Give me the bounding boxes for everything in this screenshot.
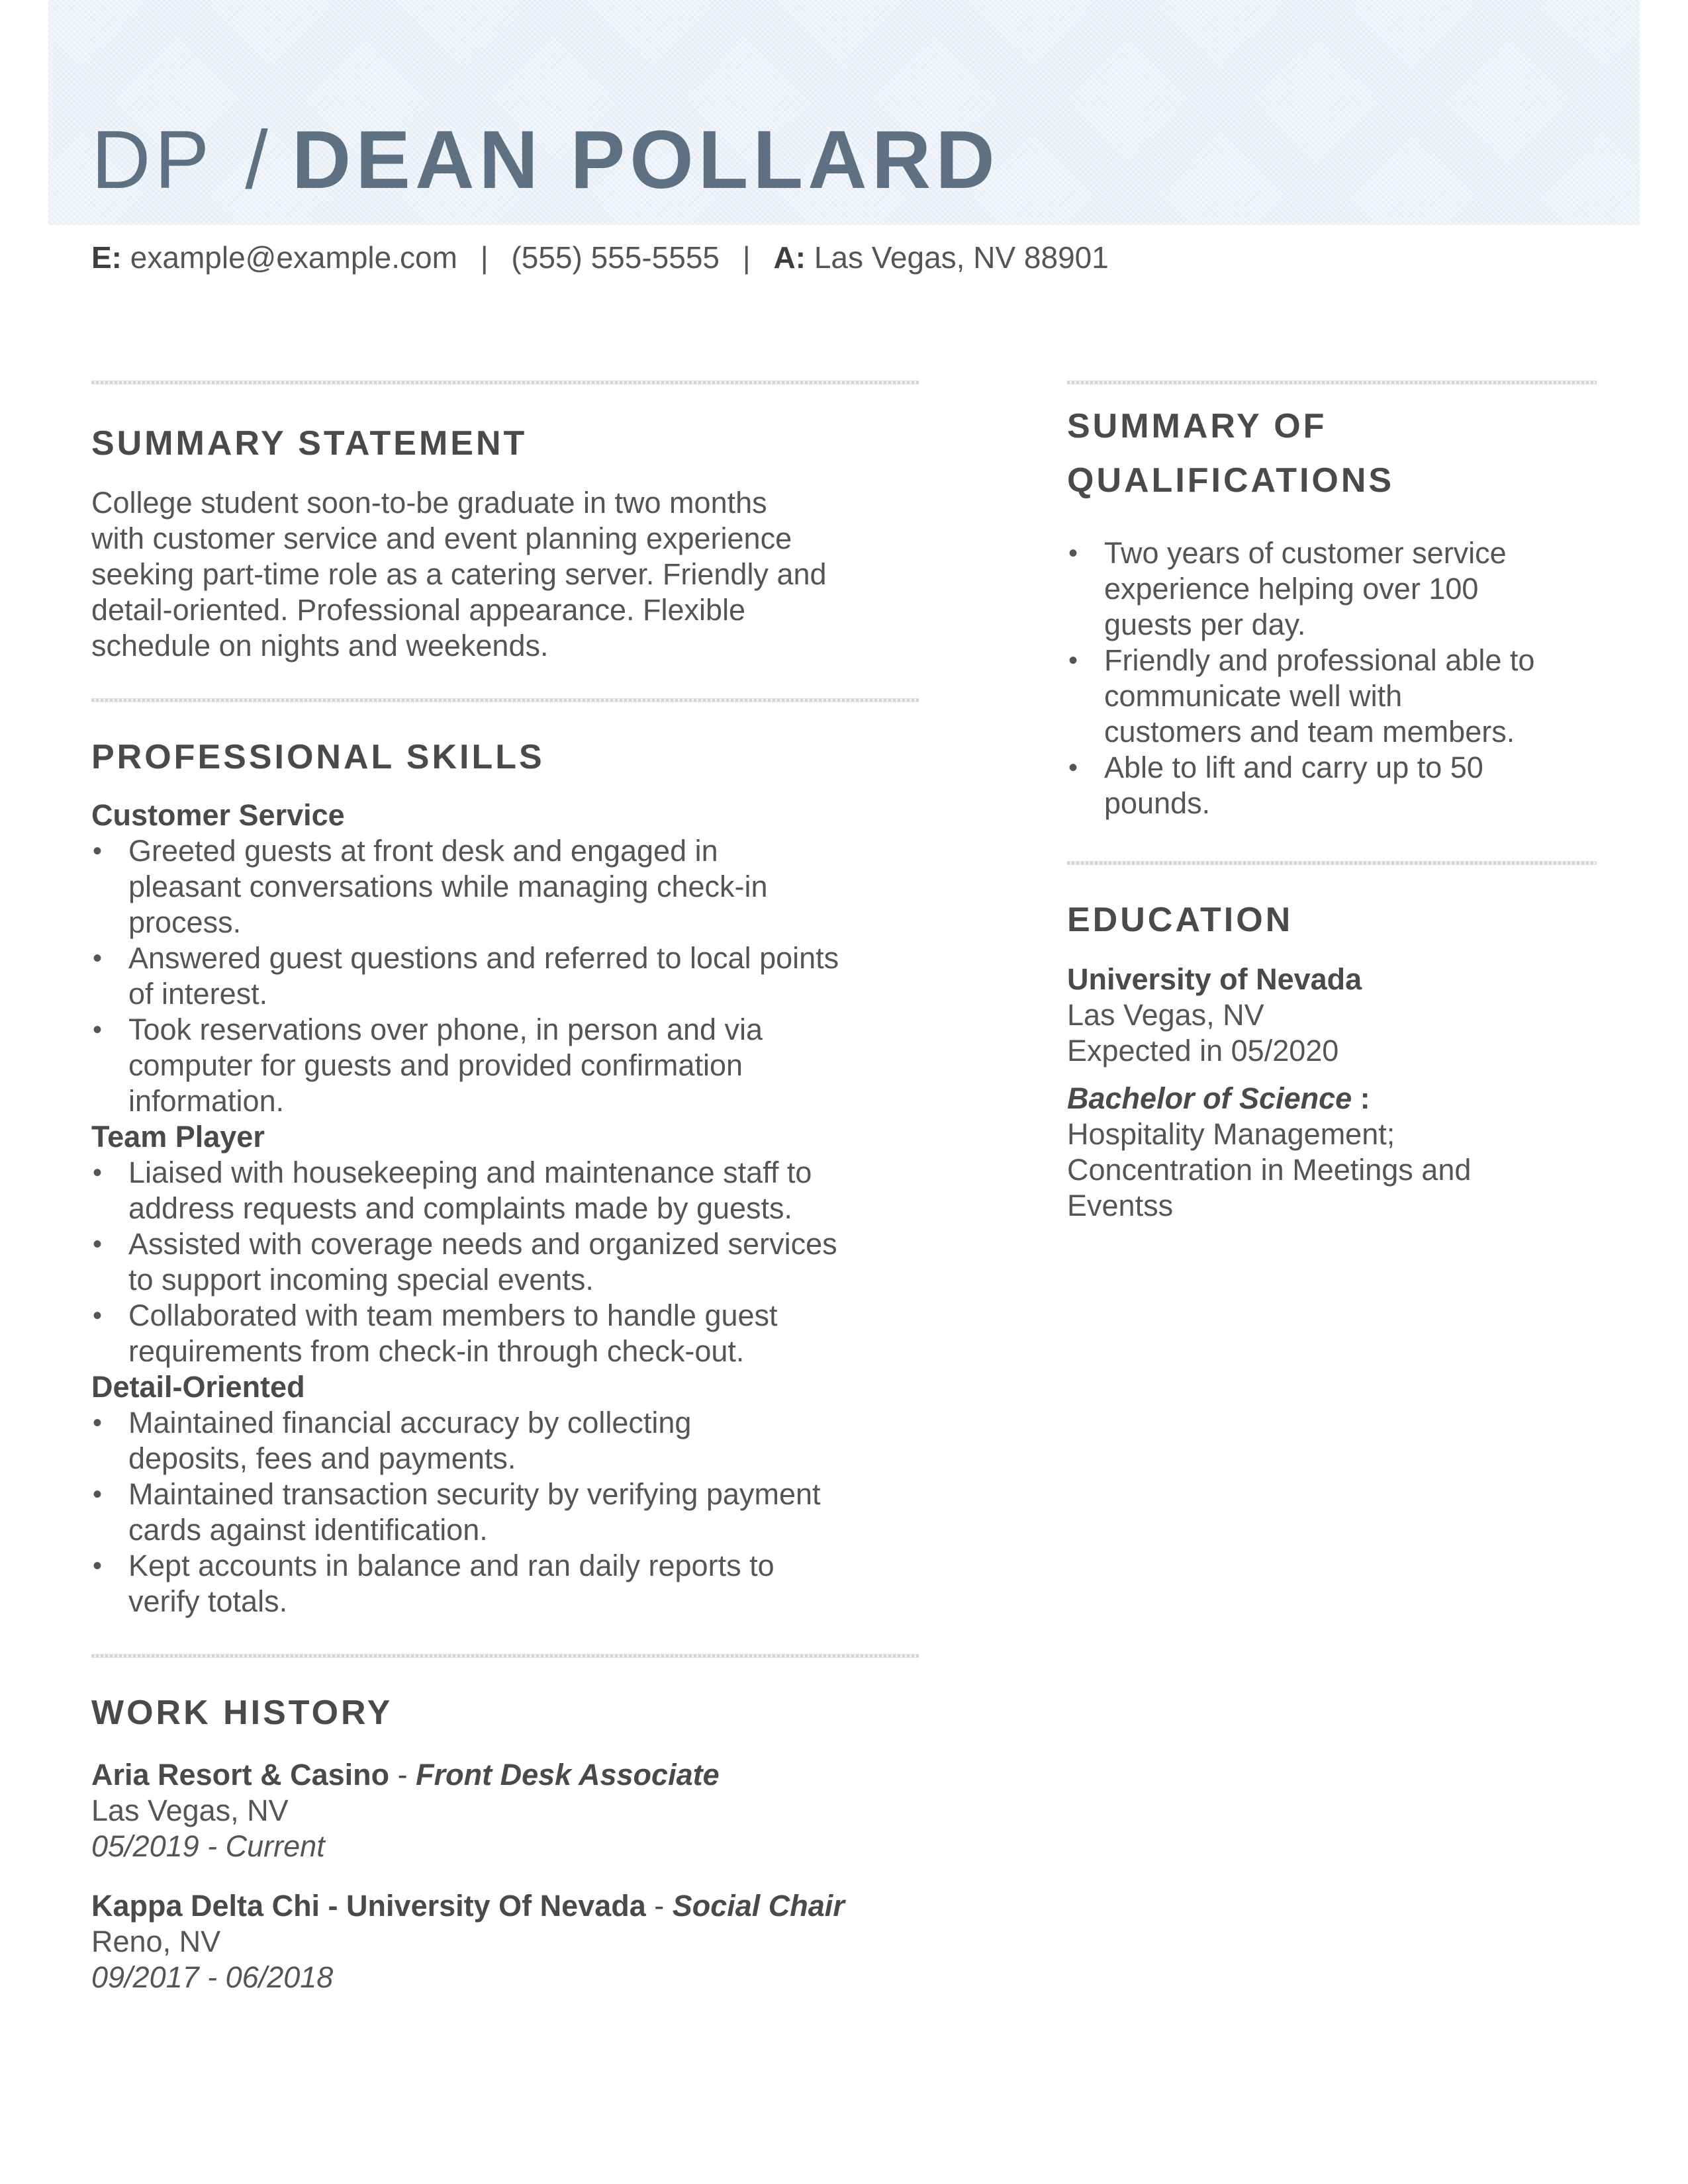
- qualification-bullet: [1067, 750, 1597, 821]
- skill-bullet: [91, 1298, 919, 1369]
- right-column: [1067, 381, 1597, 1224]
- section-title-line: SUMMARY OF: [1067, 407, 1327, 445]
- section-title: SUMMARY STATEMENT: [91, 424, 528, 463]
- skill-bullet-line: deposits, fees and payments.: [128, 1441, 516, 1475]
- qualification-line: pounds.: [1104, 786, 1211, 820]
- contact-line: [91, 240, 1109, 275]
- name-slash: /: [245, 114, 268, 206]
- skill-bullet-line: process.: [128, 905, 242, 939]
- summary-line: with customer service and event planning experience: [91, 522, 792, 555]
- job-dates: 05/2019 - Current: [91, 1829, 325, 1863]
- skill-bullet-line: • Greeted guests at front desk and engaged in: [128, 834, 718, 868]
- employer-name: Kappa Delta Chi - University Of Nevada: [91, 1889, 646, 1923]
- degree-field-line: Eventss: [1067, 1189, 1174, 1222]
- school-location: Las Vegas, NV: [1067, 998, 1264, 1032]
- job-title: [91, 1888, 919, 1924]
- email-address: example@example.com: [130, 240, 457, 275]
- skill-group-title: Detail-Oriented: [91, 1370, 305, 1404]
- skill-bullet: [91, 1012, 919, 1119]
- skill-bullet-line: of interest.: [128, 977, 268, 1011]
- section-divider: [1067, 861, 1597, 865]
- section-title: [1067, 399, 1597, 508]
- qualification-line: communicate well with: [1104, 679, 1403, 713]
- graduation-date: Expected in 05/2020: [1067, 1034, 1339, 1068]
- job-location: Reno, NV: [91, 1925, 221, 1958]
- skill-bullet-line: to support incoming special events.: [128, 1263, 594, 1297]
- employer-name: Aria Resort & Casino: [91, 1758, 390, 1792]
- skill-bullet: [91, 1226, 919, 1298]
- qualification-line: customers and team members.: [1104, 715, 1515, 749]
- job-title: [91, 1757, 919, 1793]
- qualifications-list: [1067, 535, 1597, 821]
- full-name: DEAN POLLARD: [291, 114, 1000, 206]
- skills-section: [91, 730, 919, 1619]
- skill-bullet-line: address requests and complaints made by guests.: [128, 1191, 793, 1225]
- contact-separator: |: [480, 240, 489, 275]
- degree-field-line: Hospitality Management;: [1067, 1117, 1395, 1151]
- skill-bullet-line: • Took reservations over phone, in person and via: [128, 1013, 763, 1046]
- school-name: University of Nevada: [1067, 962, 1362, 996]
- email-label: E:: [91, 240, 122, 275]
- qualification-line: • Friendly and professional able to: [1104, 643, 1535, 677]
- skill-bullet-line: • Maintained transaction security by verifying payment: [128, 1477, 821, 1511]
- skill-bullet: [91, 833, 919, 940]
- job-dates: 09/2017 - 06/2018: [91, 1960, 334, 1994]
- initials: DP: [91, 114, 214, 206]
- skill-bullet-line: • Assisted with coverage needs and organized services: [128, 1227, 837, 1261]
- section-title: WORK HISTORY: [91, 1694, 393, 1732]
- skill-group-title: Team Player: [91, 1120, 265, 1154]
- qualification-line: • Two years of customer service: [1104, 536, 1507, 570]
- education-section: [1067, 893, 1597, 1224]
- left-column: [91, 381, 919, 1995]
- skill-bullet-list: [91, 833, 919, 1119]
- job-entry: [91, 1757, 919, 1864]
- skill-bullet-line: • Maintained financial accuracy by collecting: [128, 1406, 692, 1439]
- summary-text: [91, 485, 919, 664]
- job-entry: [91, 1888, 919, 1995]
- address: Las Vegas, NV 88901: [814, 240, 1109, 275]
- degree-name: Bachelor of Science: [1067, 1081, 1352, 1115]
- qualifications-section: [1067, 399, 1597, 821]
- job-role: Front Desk Associate: [416, 1758, 720, 1792]
- job-dash: -: [389, 1758, 416, 1792]
- address-label: A:: [773, 240, 806, 275]
- degree-line: [1067, 1081, 1597, 1116]
- skill-bullet: [91, 1155, 919, 1226]
- contact-separator: |: [742, 240, 751, 275]
- degree-separator: :: [1352, 1081, 1370, 1115]
- qualification-bullet: [1067, 643, 1597, 750]
- skill-bullet-line: pleasant conversations while managing check-in: [128, 870, 768, 903]
- section-divider: [91, 1654, 919, 1658]
- skill-bullet-line: cards against identification.: [128, 1513, 488, 1547]
- skill-bullet-list: [91, 1405, 919, 1619]
- degree-field-line: Concentration in Meetings and: [1067, 1153, 1472, 1187]
- skill-group-title: Customer Service: [91, 798, 345, 832]
- skill-bullet-line: • Liaised with housekeeping and maintenance staff to: [128, 1156, 812, 1189]
- skills-list: [91, 797, 919, 1619]
- qualification-line: guests per day.: [1104, 608, 1306, 641]
- section-title: PROFESSIONAL SKILLS: [91, 738, 545, 776]
- summary-line: detail-oriented. Professional appearance. Flexible: [91, 593, 746, 627]
- qualification-line: experience helping over 100: [1104, 572, 1479, 606]
- job-list: [91, 1757, 919, 1995]
- section-divider: [91, 381, 919, 385]
- qualification-bullet: [1067, 535, 1597, 643]
- job-role: Social Chair: [672, 1889, 845, 1923]
- skill-bullet: [91, 1405, 919, 1477]
- section-title-line: QUALIFICATIONS: [1067, 461, 1395, 500]
- summary-line: College student soon-to-be graduate in two months: [91, 486, 767, 520]
- section-divider: [91, 698, 919, 702]
- skill-bullet-line: • Collaborated with team members to handle guest: [128, 1298, 778, 1332]
- job-location: Las Vegas, NV: [91, 1794, 289, 1827]
- skill-bullet-line: • Kept accounts in balance and ran daily reports to: [128, 1549, 774, 1582]
- skill-bullet-list: [91, 1155, 919, 1369]
- job-dash: -: [645, 1889, 673, 1923]
- phone-number: (555) 555-5555: [511, 240, 720, 275]
- skill-bullet-line: computer for guests and provided confirmation: [128, 1048, 743, 1082]
- degree-field: [1067, 1116, 1597, 1224]
- skill-bullet-line: information.: [128, 1084, 285, 1118]
- skill-bullet: [91, 1477, 919, 1548]
- qualification-line: • Able to lift and carry up to 50: [1104, 751, 1483, 784]
- summary-line: schedule on nights and weekends.: [91, 629, 549, 662]
- summary-section: [91, 416, 919, 664]
- summary-line: seeking part-time role as a catering server. Friendly and: [91, 557, 827, 591]
- skill-bullet-line: • Answered guest questions and referred to local points: [128, 941, 839, 975]
- skill-bullet-line: requirements from check-in through check-out.: [128, 1334, 745, 1368]
- work-history-section: [91, 1686, 919, 1995]
- skill-bullet: [91, 1548, 919, 1619]
- section-title: EDUCATION: [1067, 901, 1293, 939]
- skill-bullet: [91, 940, 919, 1012]
- name-heading: [91, 114, 1000, 225]
- skill-bullet-line: verify totals.: [128, 1584, 288, 1618]
- section-divider: [1067, 381, 1597, 385]
